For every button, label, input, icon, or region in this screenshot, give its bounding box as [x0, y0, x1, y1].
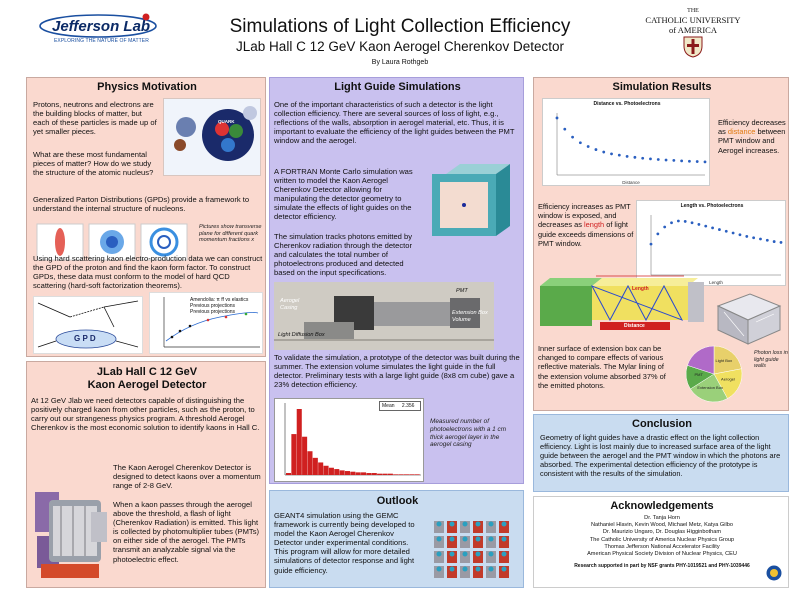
- pie-slice-label: Extension Box: [697, 384, 723, 390]
- pmt-window: [502, 567, 507, 572]
- results-text1: [718, 118, 786, 155]
- jlab-p3: When a kaon passes through the aerogel above the threshold, a flash of light (Cherenkov Radiation) is emitted. This light is collected by photomultiplier tubes (PMTs) on either side of the aerogel. The PMTs transmit an analyzable signal via the photoelectric effect.: [113, 500, 260, 564]
- histogram-stats-box: [379, 401, 421, 411]
- data-point: [725, 230, 728, 233]
- poster-subtitle: JLab Hall C 12 GeV Kaon Aerogel Cherenkov Detector: [236, 39, 564, 54]
- hist-mean-label: Mean: [382, 403, 395, 409]
- histogram-bar: [393, 474, 398, 475]
- hist-mean-value: 2.356: [401, 403, 415, 409]
- label-aerogel-casing: Aerogel Casing: [280, 298, 300, 311]
- data-point: [641, 157, 644, 160]
- data-point: [745, 235, 748, 238]
- histogram-bar: [286, 473, 291, 475]
- data-point: [610, 153, 613, 156]
- data-point: [595, 148, 598, 151]
- data-point: [752, 236, 755, 239]
- data-point: [656, 232, 659, 235]
- pmt-window: [502, 552, 507, 557]
- data-point: [680, 159, 683, 162]
- distance-chart-title: Distance vs. Photoelectrons: [593, 101, 661, 107]
- outlook-title: Outlook: [376, 495, 419, 507]
- diagram-distance-label: Distance: [624, 323, 645, 329]
- pmt-window: [437, 522, 442, 527]
- label-pmt: PMT: [456, 288, 468, 294]
- data-point: [711, 226, 714, 229]
- aerogel-box-icon: [426, 160, 520, 244]
- nucleon-image: [163, 98, 261, 176]
- lightguide-p4: To validate the simulation, a prototype of the detector was built during the summer. The extension volume simulates the light guide in the full detector. Preliminary tests with a large light guide (8x8 cm cube) gave a 23% detection efficiency.: [274, 353, 520, 390]
- data-point: [732, 232, 735, 235]
- jlab-title-line2: Kaon Aerogel Detector: [87, 379, 207, 391]
- results-title: Simulation Results: [612, 81, 712, 93]
- ack-line: Nathaniel Hlavin, Kevin Wood, Michael Metz, Katya Gilbo: [591, 522, 733, 529]
- histogram-bar: [372, 473, 377, 475]
- light-guide-panel: [269, 77, 524, 484]
- ack-lines: [534, 515, 790, 558]
- pmt-window: [450, 567, 455, 572]
- data-point: [618, 154, 621, 157]
- poster-author: By Laura Rothgeb: [371, 59, 429, 66]
- aerogel-box-diagram: [426, 160, 520, 244]
- data-point: [670, 221, 673, 224]
- data-point: [650, 243, 653, 246]
- histogram-bar: [318, 462, 323, 475]
- logo-tagline: EXPLORING THE NATURE OF MATTER: [54, 38, 149, 44]
- physics-title: Physics Motivation: [97, 81, 197, 93]
- ack-line: Thomas Jefferson National Accelerator Facility: [604, 543, 720, 550]
- histogram-bar: [297, 409, 302, 475]
- plot-legend-2: Previous projections: [190, 303, 236, 309]
- histogram-bar: [291, 434, 296, 475]
- data-point: [563, 128, 566, 131]
- pie-slice-label: PMT: [694, 371, 703, 377]
- ack-line: Dr. Maurizio Ungaro, Dr. Douglas Higginbotham: [602, 529, 722, 536]
- geometry-diagram: [540, 274, 708, 334]
- outlook-panel: [269, 490, 524, 588]
- pmt-window: [489, 522, 494, 527]
- feynman-diagram: [33, 296, 143, 354]
- pmt-window: [476, 537, 481, 542]
- distance-chart-plot: [543, 99, 711, 187]
- pmt-window: [450, 552, 455, 557]
- data-point: [665, 159, 668, 162]
- gpd-image-caption: Pictures show transverse plane for different quark momentum fractions x: [199, 224, 262, 244]
- physics-p4: Using hard scattering kaon electro-production data we can construct the GPD of the proton and find the kaon form factor. To construct GPDs, these data must conform to the model of hard QCD scattering (hard-soft factorization theorems).: [33, 254, 263, 291]
- histogram-bar: [409, 474, 414, 475]
- header: [0, 0, 800, 76]
- poster-title: Simulations of Light Collection Efficiency: [229, 16, 571, 37]
- data-point: [626, 155, 629, 158]
- ack-title: Acknowledgements: [610, 500, 714, 512]
- histogram-bar: [356, 472, 361, 475]
- data-point: [696, 160, 699, 163]
- lightguide-p2: A FORTRAN Monte Carlo simulation was written to model the Kaon Aerogel Cherenkov Detector allowing for manipulating the detector geometry to simulate the effects of light guides on the detector efficiency.: [274, 167, 413, 222]
- histogram-bar: [415, 474, 420, 475]
- data-point: [602, 151, 605, 154]
- data-point: [766, 239, 769, 242]
- physics-p3: Generalized Parton Distributions (GPDs) provide a framework to understand the internal structure of nucleons.: [33, 195, 250, 214]
- data-point: [718, 228, 721, 231]
- pmt-window: [476, 567, 481, 572]
- data-point: [571, 136, 574, 139]
- results-text3: Inner surface of extension box can be changed to compare effects of various reflective materials. The Mylar lining of the extension volume absorbed 37% of the emitted photons.: [538, 344, 666, 390]
- cua-logo: [628, 8, 758, 58]
- pie-slice-label: Light Box: [715, 358, 733, 364]
- distance-chart: [542, 98, 710, 186]
- histogram-bar: [388, 474, 393, 475]
- detector-render-image: [31, 472, 111, 584]
- data-point: [677, 220, 680, 223]
- histogram-bar: [382, 474, 387, 475]
- data-point: [704, 225, 707, 228]
- histogram-bar: [345, 471, 350, 475]
- pmt-window: [437, 552, 442, 557]
- jlab-p1: At 12 GeV Jlab we need detectors capable of distinguishing the positively charged kaon from other particles, such as the proton, to carry out our strangeness physics program. A threshold Aerogel Cherenkov is the most economic solution to identify kaons in Hall C.: [31, 396, 260, 433]
- results-text2-hl: length: [584, 220, 605, 230]
- pmt-window: [463, 567, 468, 572]
- jlab-title-line1: JLab Hall C 12 GeV: [96, 366, 198, 378]
- histogram-bar: [377, 474, 382, 475]
- pmt-window: [502, 537, 507, 542]
- pmt-window: [463, 537, 468, 542]
- nucleon-illustration-icon: [164, 99, 262, 177]
- histogram-bar: [329, 468, 334, 475]
- data-point: [739, 233, 742, 236]
- histogram-chart: [275, 399, 425, 483]
- pmt-window: [476, 552, 481, 557]
- cua-line1: CATHOLIC UNIVERSITY: [645, 15, 741, 25]
- label-light-diffusion-box: Light Diffusion Box: [278, 332, 325, 338]
- data-point: [780, 241, 783, 244]
- pmt-window: [463, 522, 468, 527]
- pmt-window: [450, 537, 455, 542]
- histogram-bar: [313, 458, 318, 475]
- histogram-bar: [399, 474, 404, 475]
- conclusion-panel: [533, 414, 789, 492]
- form-factor-plot: [149, 292, 263, 354]
- acknowledgements-panel: [533, 496, 789, 588]
- pmt-window: [489, 552, 494, 557]
- histogram-bar: [340, 470, 345, 475]
- length-chart-title: Length vs. Photoelectrons: [680, 203, 744, 209]
- mylar-photo-icon: [710, 292, 784, 346]
- pmt-window: [437, 567, 442, 572]
- geant4-render: [428, 511, 520, 585]
- results-text1-b: between PMT window and Aerogel increases.: [718, 127, 786, 155]
- outlook-text: GEANT4 simulation using the GEMC framework is currently being developed to model the Kaon Aerogel Cherenkov Detector under experimental conditions. This program will allow for more detailed simulations of detector response and light guide efficiency.: [274, 511, 415, 575]
- geant4-render-icon: [428, 511, 520, 585]
- label-extension-box: Extension Box Volume: [452, 310, 488, 323]
- prototype-photo: [274, 282, 494, 350]
- physics-motivation-panel: [26, 77, 266, 357]
- cua-line2: of AMERICA: [669, 25, 717, 35]
- ack-funding: Research supported in part by NSF grants PHY-1019521 and PHY-1039446: [574, 563, 750, 569]
- conclusion-title: Conclusion: [632, 418, 692, 430]
- cua-the: THE: [687, 8, 699, 14]
- histogram-bar: [350, 472, 355, 475]
- pmt-window: [502, 522, 507, 527]
- histogram-bar: [366, 473, 371, 475]
- data-point: [579, 141, 582, 144]
- ack-line: The Catholic University of America Nuclear Physics Group: [589, 536, 735, 543]
- pie-slice-label: Aerogel: [721, 376, 735, 382]
- data-point: [649, 157, 652, 160]
- jlab-p2: The Kaon Aerogel Cherenkov Detector is designed to detect kaons over a momentum range of 2-8 GeV.: [113, 463, 261, 491]
- data-point: [691, 221, 694, 224]
- histogram-bar: [302, 437, 307, 475]
- x-axis-label: Length: [709, 280, 723, 285]
- data-point: [759, 238, 762, 241]
- plot-legend-1: Amendolia: π ff vs elastics: [190, 297, 249, 303]
- histogram-bar: [307, 451, 312, 475]
- results-text2-a: Efficiency increases as PMT window is exposed, and decreases as: [538, 202, 631, 230]
- conclusion-text: Geometry of light guides have a drastic effect on the light collection efficiency. Light is lost mainly due to increased surface area of the light guide between the aerogel and the PMT window in which the photons are absorbed. The experimental detection efficiency of the prototype is consistent with the results of the simulation.: [540, 433, 781, 478]
- pmt-window: [463, 552, 468, 557]
- physics-p2: What are these most fundamental pieces of matter? How do we study the structure of the atomic nucleus?: [33, 150, 154, 178]
- nsf-seal-icon: [766, 565, 782, 581]
- data-point: [633, 156, 636, 159]
- histogram-caption: Measured number of photoelectrons with a 1 cm thick aerogel layer in the aerogel casing: [430, 418, 507, 449]
- data-point: [697, 223, 700, 226]
- results-text1-hl: distance: [727, 127, 756, 137]
- histogram-bar: [334, 469, 339, 475]
- lightguide-p3: The simulation tracks photons emitted by Cherenkov radiation through the detector and calculates the total number of photoelectrons produced and detected based on the input specifications.: [274, 232, 413, 278]
- feynman-diagram-icon: [34, 297, 144, 355]
- ack-line: Dr. Tanja Horn: [644, 515, 680, 521]
- data-point: [672, 159, 675, 162]
- results-text2-b: of light guide exceeds dimensions of PMT window.: [538, 220, 634, 248]
- diagram-length-label: Length: [632, 286, 649, 292]
- pmt-window: [489, 567, 494, 572]
- data-point: [684, 220, 687, 223]
- histogram-bar: [404, 474, 409, 475]
- data-point: [587, 145, 590, 148]
- photoelectron-histogram: [274, 398, 424, 482]
- histogram-bar: [324, 466, 329, 475]
- pmt-window: [437, 537, 442, 542]
- photon-loss-pie: [674, 342, 754, 406]
- pmt-window: [476, 522, 481, 527]
- cua-shield-icon: [683, 36, 703, 58]
- pie-chart: [674, 342, 754, 406]
- gpd-label: G P D: [74, 334, 96, 343]
- mylar-photo: [710, 292, 784, 346]
- simulation-results-panel: [533, 77, 789, 411]
- ack-line: American Physical Society Division of Nuclear Physics, CEU: [587, 551, 737, 558]
- data-point: [773, 240, 776, 243]
- data-point: [556, 117, 559, 120]
- histogram-bar: [361, 472, 366, 475]
- data-point: [657, 158, 660, 161]
- physics-p1: Protons, neutrons and electrons are the building blocks of matter, but each of these particles is made up of yet smaller pieces.: [33, 100, 157, 137]
- x-axis-label: Distance: [622, 180, 640, 185]
- jlab-detector-panel: [26, 361, 266, 588]
- pmt-window: [450, 522, 455, 527]
- lightguide-p1: One of the important characteristics of such a detector is the light collection efficiency. There are several sources of loss of light, e.g., reflections of the walls, absorption in aerogel material, etc. Thus, it is important to evaluate the efficiency of the light guides between the PMT window and the aerogel.: [274, 100, 515, 146]
- logo-main-text: Jefferson Lab: [52, 18, 151, 35]
- detector-render-icon: [31, 472, 111, 584]
- data-point: [704, 160, 707, 163]
- lightguide-title: Light Guide Simulations: [334, 81, 461, 93]
- data-point: [688, 160, 691, 163]
- nucleus-label: QUARK: [218, 119, 235, 124]
- results-text1-a: Efficiency decreases as: [718, 118, 786, 137]
- pie-photon-loss-label: Photon loss in light guide walls: [754, 350, 788, 370]
- results-text2: [538, 202, 634, 248]
- data-point: [663, 226, 666, 229]
- pmt-window: [489, 537, 494, 542]
- plot-legend-3: Previous projections: [190, 309, 236, 315]
- jefferson-lab-logo: [36, 8, 166, 48]
